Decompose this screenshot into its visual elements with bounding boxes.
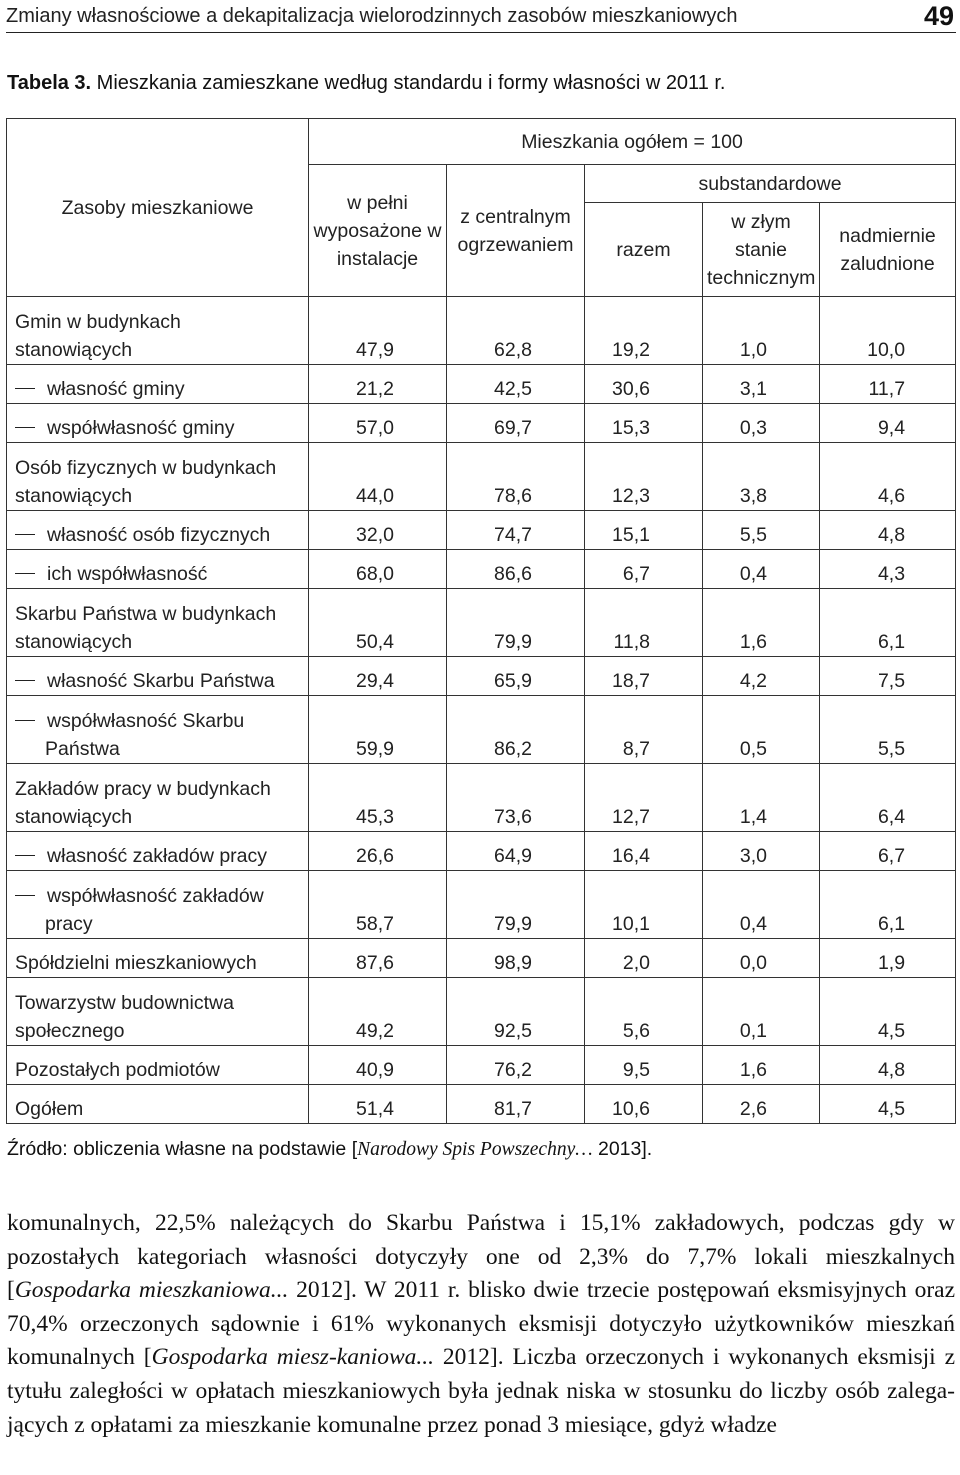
dash-mark	[15, 388, 35, 389]
row-label-text: Towarzystw budownictwa społecznego	[15, 992, 234, 1042]
table-row	[7, 550, 956, 589]
table-row	[7, 404, 956, 443]
value-cell: 78,6	[447, 443, 585, 511]
value-cell: 79,9	[447, 589, 585, 657]
value-cell: 4,5	[820, 1085, 956, 1124]
value-cell: 50,4	[309, 589, 447, 657]
source-prefix: Źródło: obliczenia własne na podstawie [	[7, 1138, 358, 1160]
table-row	[7, 1046, 956, 1085]
value-cell: 4,6	[820, 443, 956, 511]
dash-mark	[15, 534, 35, 535]
table-row	[7, 657, 956, 696]
value-cell: 1,4	[703, 764, 820, 832]
body-text-run: 2012]. Liczba orzeczonych i wykonanych eksmisji z tytułu zaległości w opłatach mieszkaniowych była jednak niska w stosunku do liczby osób zalega-jących z opłatami za mieszkanie komunalne przez ponad 3 miesiące, gdyż władze	[7, 1344, 955, 1438]
header-total: Mieszkania ogółem = 100	[309, 119, 956, 165]
row-label	[7, 939, 309, 978]
row-label-text: Zakładów pracy w budynkach stanowiących	[15, 778, 271, 828]
value-cell: 69,7	[447, 404, 585, 443]
row-label-text: ich współwłasność	[47, 563, 208, 585]
value-cell: 2,0	[585, 939, 703, 978]
value-cell: 15,1	[585, 511, 703, 550]
running-header-title: Zmiany własnościowe a dekapitalizacja wielorodzinnych zasobów mieszkaniowych	[6, 5, 738, 27]
value-cell: 0,3	[703, 404, 820, 443]
value-cell: 40,9	[309, 1046, 447, 1085]
row-label	[7, 443, 309, 511]
value-cell: 62,8	[447, 297, 585, 365]
value-cell: 0,4	[703, 550, 820, 589]
page-number: 49	[923, 1, 954, 31]
value-cell: 0,1	[703, 978, 820, 1046]
table-caption-text: Mieszkania zamieszkane według standardu i formy własności w 2011 r.	[91, 72, 726, 94]
dash-mark	[15, 720, 35, 721]
value-cell: 64,9	[447, 832, 585, 871]
table-row	[7, 511, 956, 550]
value-cell: 4,8	[820, 511, 956, 550]
dash-mark	[15, 680, 35, 681]
value-cell: 87,6	[309, 939, 447, 978]
value-cell: 1,6	[703, 589, 820, 657]
value-cell: 12,7	[585, 764, 703, 832]
value-cell: 86,6	[447, 550, 585, 589]
value-cell: 3,8	[703, 443, 820, 511]
body-paragraph	[7, 1207, 955, 1442]
row-label	[7, 365, 309, 404]
value-cell: 3,1	[703, 365, 820, 404]
row-label	[7, 871, 309, 939]
value-cell: 1,6	[703, 1046, 820, 1085]
value-cell: 44,0	[309, 443, 447, 511]
value-cell: 12,3	[585, 443, 703, 511]
row-label	[7, 1046, 309, 1085]
table-row	[7, 365, 956, 404]
table-row	[7, 1085, 956, 1124]
source-title: Narodowy Spis Powszechny…	[357, 1139, 593, 1160]
value-cell: 6,1	[820, 589, 956, 657]
table-row	[7, 297, 956, 365]
value-cell: 19,2	[585, 297, 703, 365]
header-razem: razem	[585, 203, 703, 297]
row-label	[7, 511, 309, 550]
row-label	[7, 550, 309, 589]
row-label	[7, 832, 309, 871]
value-cell: 10,6	[585, 1085, 703, 1124]
value-cell: 32,0	[309, 511, 447, 550]
table-caption	[7, 72, 726, 95]
value-cell: 68,0	[309, 550, 447, 589]
value-cell: 58,7	[309, 871, 447, 939]
row-label-text: Pozostałych podmiotów	[15, 1059, 220, 1081]
value-cell: 57,0	[309, 404, 447, 443]
table-caption-label: Tabela 3.	[7, 72, 92, 94]
row-label-text: własność zakładów pracy	[47, 845, 268, 867]
dash-mark	[15, 855, 35, 856]
value-cell: 10,0	[820, 297, 956, 365]
citation-title: Gospodarka mieszkaniowa...	[14, 1277, 289, 1304]
value-cell: 74,7	[447, 511, 585, 550]
value-cell: 0,0	[703, 939, 820, 978]
table-row	[7, 764, 956, 832]
value-cell: 47,9	[309, 297, 447, 365]
body-text	[7, 1207, 955, 1442]
row-label-text: własność osób fizycznych	[47, 524, 271, 546]
value-cell: 0,5	[703, 696, 820, 764]
row-label-text: Skarbu Państwa w budynkach stanowiących	[15, 603, 277, 653]
row-label	[7, 978, 309, 1046]
value-cell: 0,4	[703, 871, 820, 939]
value-cell: 1,9	[820, 939, 956, 978]
row-label-text: własność Skarbu Państwa	[47, 670, 275, 692]
value-cell: 5,6	[585, 978, 703, 1046]
value-cell: 30,6	[585, 365, 703, 404]
header-central-heating: z centralnym ogrzewaniem	[447, 165, 585, 297]
value-cell: 9,4	[820, 404, 956, 443]
row-label-text: współwłasność Skarbu Państwa	[45, 710, 245, 760]
table-row	[7, 978, 956, 1046]
row-label	[7, 657, 309, 696]
table-row	[7, 939, 956, 978]
ownership-standard-table	[6, 118, 956, 1124]
value-cell: 6,4	[820, 764, 956, 832]
header-overcrowded: nadmiernie zaludnione	[820, 203, 956, 297]
row-label-text: Spółdzielni mieszkaniowych	[15, 952, 257, 974]
value-cell: 81,7	[447, 1085, 585, 1124]
row-label-text: Gmin w budynkach stanowiących	[15, 311, 181, 361]
value-cell: 21,2	[309, 365, 447, 404]
value-cell: 11,7	[820, 365, 956, 404]
value-cell: 73,6	[447, 764, 585, 832]
value-cell: 4,5	[820, 978, 956, 1046]
row-label-text: własność gminy	[47, 378, 185, 400]
value-cell: 4,2	[703, 657, 820, 696]
row-label-text: współwłasność zakładów pracy	[45, 885, 264, 935]
running-header	[6, 2, 956, 33]
value-cell: 18,7	[585, 657, 703, 696]
value-cell: 5,5	[820, 696, 956, 764]
row-label	[7, 404, 309, 443]
table-row	[7, 443, 956, 511]
row-label	[7, 297, 309, 365]
row-label-text: Osób fizycznych w budynkach stanowiących	[15, 457, 277, 507]
value-cell: 4,8	[820, 1046, 956, 1085]
table-body	[7, 297, 956, 1124]
value-cell: 51,4	[309, 1085, 447, 1124]
value-cell: 98,9	[447, 939, 585, 978]
value-cell: 11,8	[585, 589, 703, 657]
table-row	[7, 832, 956, 871]
value-cell: 59,9	[309, 696, 447, 764]
value-cell: 45,3	[309, 764, 447, 832]
header-bad-condition: w złym stanie technicznym	[703, 203, 820, 297]
value-cell: 42,5	[447, 365, 585, 404]
value-cell: 9,5	[585, 1046, 703, 1085]
value-cell: 2,6	[703, 1085, 820, 1124]
row-label	[7, 696, 309, 764]
value-cell: 8,7	[585, 696, 703, 764]
header-resources: Zasoby mieszkaniowe	[7, 119, 309, 297]
table-source	[7, 1138, 652, 1161]
row-label-text: Ogółem	[15, 1098, 84, 1120]
dash-mark	[15, 895, 35, 896]
value-cell: 16,4	[585, 832, 703, 871]
header-fully-equipped: w pełni wyposażone w instalacje	[309, 165, 447, 297]
value-cell: 7,5	[820, 657, 956, 696]
row-label	[7, 764, 309, 832]
value-cell: 26,6	[309, 832, 447, 871]
value-cell: 49,2	[309, 978, 447, 1046]
body-text-run: 2012]. W 2011 r. blisko dwie trzecie postępowań eksmisyjnych oraz 70,4% orzeczonych sądownie i 61% wykonanych eksmisji dotyczyło użytkowników mieszkań komunalnych [	[7, 1277, 956, 1371]
value-cell: 79,9	[447, 871, 585, 939]
value-cell: 1,0	[703, 297, 820, 365]
value-cell: 65,9	[447, 657, 585, 696]
source-suffix: 2013].	[592, 1138, 653, 1160]
value-cell: 10,1	[585, 871, 703, 939]
value-cell: 29,4	[309, 657, 447, 696]
value-cell: 4,3	[820, 550, 956, 589]
citation-title: Gospodarka miesz-kaniowa...	[151, 1344, 435, 1371]
value-cell: 86,2	[447, 696, 585, 764]
body-text-run: komunalnych, 22,5% należących do Skarbu Państwa i 15,1% zakładowych, podczas gdy w pozostałych kategoriach własności dotyczyły one od 2,3% do 7,7% lokali mieszkalnych [	[7, 1210, 955, 1304]
header-substandard: substandardowe	[585, 165, 956, 203]
value-cell: 3,0	[703, 832, 820, 871]
value-cell: 76,2	[447, 1046, 585, 1085]
value-cell: 92,5	[447, 978, 585, 1046]
table-row	[7, 589, 956, 657]
dash-mark	[15, 573, 35, 574]
value-cell: 6,7	[585, 550, 703, 589]
table-row	[7, 696, 956, 764]
table-row	[7, 871, 956, 939]
dash-mark	[15, 427, 35, 428]
value-cell: 5,5	[703, 511, 820, 550]
row-label	[7, 1085, 309, 1124]
value-cell: 15,3	[585, 404, 703, 443]
value-cell: 6,7	[820, 832, 956, 871]
row-label	[7, 589, 309, 657]
row-label-text: współwłasność gminy	[47, 417, 235, 439]
value-cell: 6,1	[820, 871, 956, 939]
